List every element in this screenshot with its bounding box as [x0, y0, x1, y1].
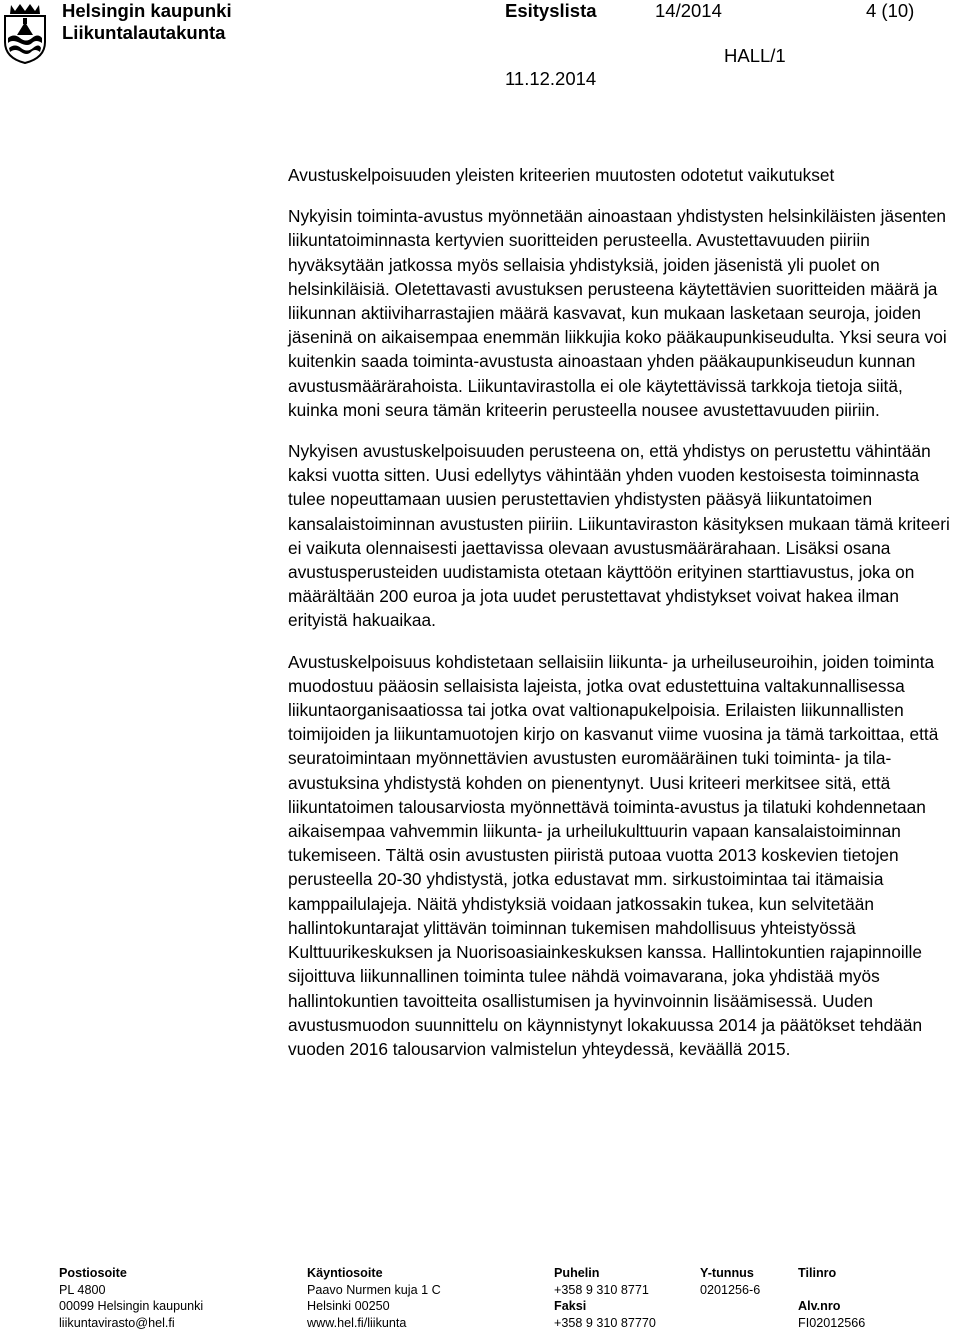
footer-account-label: Tilinro: [798, 1266, 837, 1280]
paragraph-1: Nykyisin toiminta-avustus myönnetään ainoastaan yhdistysten helsinkiläisten jäsenten liikuntatoiminnasta kertyvien suoritteiden perusteella. Avustettavuuden piiriin hyväksytään jatkossa myös sellaisia yhdistyksiä, joiden jäsenistä yli puolet on helsinkiläisiä. Oletettavasti avustuksen perusteena käytettävien suoritteiden määrä ja liikunnan aktiiviharrastajien määrä kasvavat, kun mukaan lasketaan seuroja, joiden jäseninä on aikaisempaa enemmän liikkujia koko pääkaupunkiseudulta. Yksi seura voi kuitenkin saada toiminta-avustusta ainoastaan yhden pääkaupunkiseudun kunnan avustusmäärärahoista. Liikuntavirastolla ei ole käytettävissä tarkkoja tietoja siitä, kuinka moni seura tämän kriteerin perusteella nousee avustettavuuden piiriin.: [288, 206, 947, 420]
document-body: [288, 163, 952, 1061]
footer-email[interactable]: liikuntavirasto@hel.fi: [59, 1315, 175, 1330]
contact-footer: [59, 1265, 959, 1331]
section-heading: Avustuskelpoisuuden yleisten kriteerien muutosten odotetut vaikutukset: [288, 165, 835, 185]
footer-postal-city: 00099 Helsingin kaupunki: [59, 1299, 204, 1313]
footer-visit-street: Paavo Nurmen kuja 1 C: [307, 1282, 441, 1297]
helsinki-crest-logo: [2, 2, 48, 64]
document-number: 14/2014: [655, 0, 722, 21]
page-number: 4 (10): [866, 0, 915, 21]
footer-phone: [554, 1265, 656, 1331]
footer-postal: [59, 1265, 203, 1331]
footer-visit-city: Helsinki 00250: [307, 1299, 390, 1313]
footer-vat-value: FI02012566: [798, 1315, 866, 1330]
footer-website[interactable]: www.hel.fi/liikunta: [307, 1315, 407, 1330]
footer-phone-label: Puhelin: [554, 1266, 600, 1280]
meeting-date: 11.12.2014: [505, 68, 597, 89]
footer-fax-number: +358 9 310 87770: [554, 1315, 656, 1330]
footer-business-id-value: 0201256-6: [700, 1282, 761, 1297]
footer-visit: [307, 1265, 441, 1331]
footer-business-id-label: Y-tunnus: [700, 1266, 754, 1280]
case-id: HALL/1: [724, 45, 786, 66]
footer-visit-label: Käyntiosoite: [307, 1266, 383, 1280]
paragraph-2: Nykyisen avustuskelpoisuuden perusteena on, että yhdistys on perustettu vähintään kaksi vuotta sitten. Uusi edellytys vähintään yhden vuoden kestoisesta toiminnasta tulee nopeuttamaan uusien perustettavien yhdistysten pääsyä liikuntatoimen kansalaistoiminnan avustusten piiriin. Liikuntaviraston käsityksen mukaan tämä kriteeri ei vaikuta olennaisesti jaettavissa olevaan avustusmäärärahaan. Lisäksi osana avustusperusteiden uudistamista otetaan käyttöön erityinen starttiavustus, joka on määrältään 200 euroa ja jota uudet perustettavat yhdistykset voivat hakea ilman erityistä hakuaikaa.: [288, 441, 950, 631]
footer-vat-label: Alv.nro: [798, 1299, 841, 1313]
footer-phone-number: +358 9 310 8771: [554, 1282, 649, 1297]
organization-name: Helsingin kaupunki: [62, 0, 232, 21]
footer-business-id: [700, 1265, 760, 1298]
paragraph-3: Avustuskelpoisuus kohdistetaan sellaisiin liikunta- ja urheiluseuroihin, joiden toiminta muodostuu pääosin sellaisista lajeista, jotka ovat edustettuina valtakunnallisessa liikuntaorganisaatiossa tai jotka ovat valtionapukelpoisia. Erilaisten liikunnallisten toimijoiden ja liikuntamuotojen kirjo on kasvanut viime vuosina ja tämä tarkoittaa, että seuratoimintaan myönnettävien avustusten euromääräinen tuki toiminta- ja tila-avustuksina yhdistystä kohden on pienentynyt. Uusi kriteeri merkitsee sitä, että liikuntatoimen talousarviosta myönnettävä toiminta-avustus ja tilatuki kohdennetaan aikaisempaa vahvemmin liikunta- ja urheilukulttuurin vapaan kansalaistoiminnan tukemiseen. Tältä osin avustusten piiristä putoaa vuotta 2013 koskevien tietojen perusteella 20-30 yhdistystä, jotka edustavat mm. sirkustoimintaa tai itämaisia kamppailulajeja. Näitä yhdistyksiä voidaan jatkossakin tukea, kun selvitetään hallintokuntarajat ylittävän toiminnan tukemisen mahdollisuus yhteistyössä Kulttuurikeskuksen ja Nuorisoasiainkeskuksen kanssa. Hallintokuntien rajapinnoille sijoittuva liikunnallinen toiminta tulee nähdä voimavarana, joka yhdistää myös hallintokuntien tavoitteita osallistumisen ja hyvinvoinnin lisäämisessä. Uuden avustusmuodon suunnittelu on käynnistynyt lokakuussa 2014 ja päätökset tehdään vuoden 2016 talousarvion valmistelun yhteydessä, keväällä 2015.: [288, 651, 939, 1059]
board-name: Liikuntalautakunta: [62, 22, 226, 43]
footer-fax-label: Faksi: [554, 1299, 587, 1313]
footer-postal-label: Postiosoite: [59, 1266, 127, 1280]
document-type: Esityslista: [505, 0, 597, 21]
footer-account: [798, 1265, 865, 1331]
footer-postal-box: PL 4800: [59, 1282, 106, 1297]
